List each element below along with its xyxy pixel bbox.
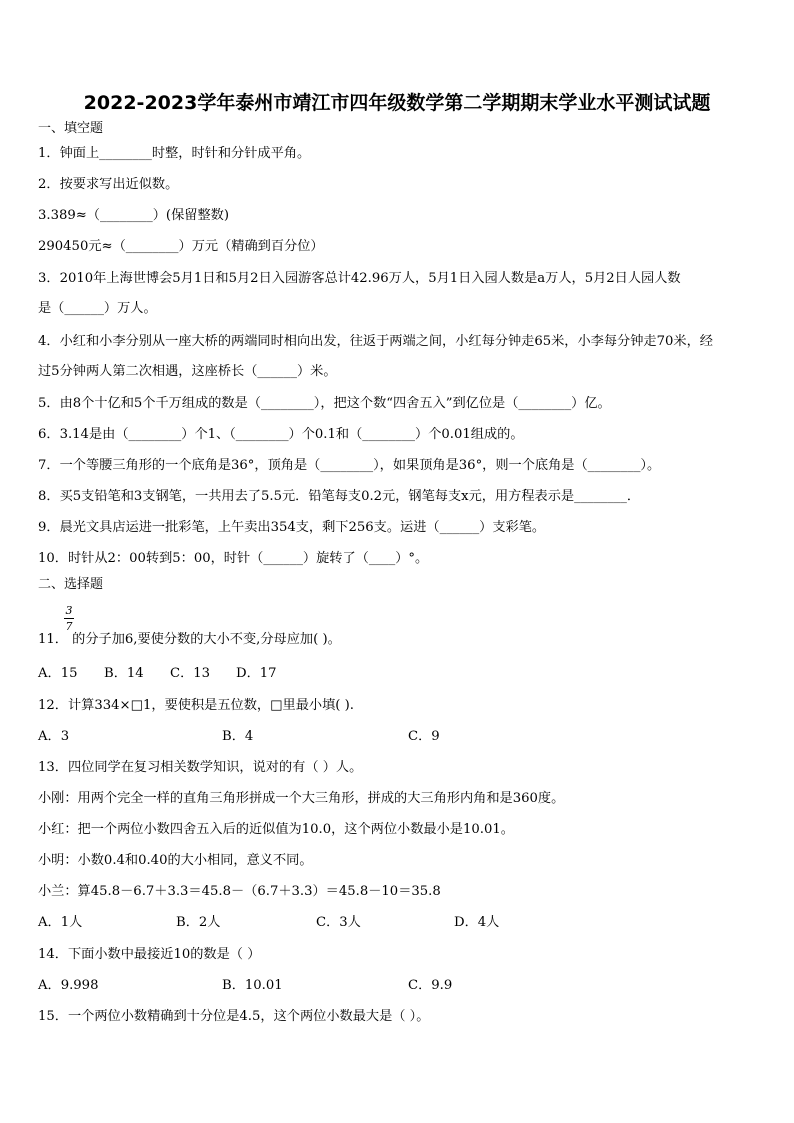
question-14: 14．下面小数中最接近10的数是（ ） bbox=[38, 947, 261, 962]
option-d: D．17 bbox=[236, 666, 277, 681]
section-choice-heading: 二、选择题 bbox=[38, 577, 104, 592]
question-12-options bbox=[38, 728, 762, 746]
option-a: A．9.998 bbox=[38, 978, 99, 993]
page-title: 2022-2023学年泰州市靖江市四年级数学第二学期期末学业水平测试试题 bbox=[83, 92, 711, 114]
question-11-options bbox=[38, 665, 762, 683]
option-c: C．9.9 bbox=[408, 978, 453, 993]
option-b: B．2人 bbox=[176, 915, 221, 930]
question-7: 7．一个等腰三角形的一个底角是36°，顶角是（________），如果顶角是36°，则一个底角是（________）。 bbox=[38, 458, 661, 473]
fraction-bar bbox=[64, 618, 74, 619]
question-13-statement-1: 小刚：用两个完全一样的直角三角形拼成一个大三角形，拼成的大三角形内角和是360度。 bbox=[38, 791, 565, 806]
question-13-statement-3: 小明：小数0.4和0.40的大小相同，意义不同。 bbox=[38, 853, 313, 868]
option-c: C．9 bbox=[408, 729, 440, 744]
question-9: 9．晨光文具店运进一批彩笔，上午卖出354支，剩下256支。运进（______）支彩笔。 bbox=[38, 520, 546, 535]
question-2: 2．按要求写出近似数。 bbox=[38, 177, 179, 192]
question-13-options bbox=[38, 914, 762, 932]
option-d: D．4人 bbox=[454, 915, 500, 930]
option-a: A．15 bbox=[38, 666, 78, 681]
fraction-numerator: 3 bbox=[65, 604, 73, 617]
option-b: B．4 bbox=[222, 729, 254, 744]
option-b: B．14 bbox=[104, 666, 144, 681]
question-10: 10．时针从2：00转到5：00，时针（______）旋转了（____）°。 bbox=[38, 551, 429, 566]
option-c: C．13 bbox=[170, 666, 211, 681]
question-13-statement-2: 小红：把一个两位小数四舍五入后的近似值为10.0，这个两位小数最小是10.01。 bbox=[38, 822, 514, 837]
question-2b: 290450元≈（________）万元（精确到百分位） bbox=[38, 239, 324, 254]
fraction-denominator: 7 bbox=[65, 620, 73, 633]
fraction-3-7 bbox=[63, 604, 75, 633]
question-4-line2: 过5分钟两人第二次相遇，这座桥长（______）米。 bbox=[38, 364, 337, 379]
question-2a: 3.389≈（________）(保留整数) bbox=[38, 208, 229, 223]
option-a: A．3 bbox=[38, 729, 70, 744]
question-15: 15．一个两位小数精确到十分位是4.5，这个两位小数最大是（ ）。 bbox=[38, 1009, 430, 1024]
question-3-line2: 是（______）万人。 bbox=[38, 301, 157, 316]
question-11: 11． 的分子加6,要使分数的大小不变,分母应加( )。 bbox=[38, 632, 341, 647]
question-13-statement-4: 小兰：算45.8－6.7＋3.3＝45.8－（6.7＋3.3）＝45.8－10＝35.8 bbox=[38, 884, 441, 899]
option-a: A．1人 bbox=[38, 915, 83, 930]
question-6: 6．3.14是由（________）个1、（________）个0.1和（________）个0.01组成的。 bbox=[38, 427, 524, 442]
question-1: 1．钟面上________时整，时针和分针成平角。 bbox=[38, 146, 311, 161]
option-c: C．3人 bbox=[316, 915, 361, 930]
question-12: 12．计算334×□1，要使积是五位数，□里最小填( ). bbox=[38, 698, 354, 713]
question-8: 8．买5支铅笔和3支钢笔，一共用去了5.5元．铅笔每支0.2元，钢笔每支x元，用方程表示是________． bbox=[38, 489, 641, 504]
section-fill-heading: 一、填空题 bbox=[38, 121, 104, 136]
option-b: B．10.01 bbox=[222, 978, 283, 993]
question-14-options bbox=[38, 977, 762, 995]
question-13: 13．四位同学在复习相关数学知识，说对的有（ ）人。 bbox=[38, 760, 363, 775]
question-3-line1: 3．2010年上海世博会5月1日和5月2日入园游客总计42.96万人，5月1日入园人数是a万人，5月2日人园人数 bbox=[38, 271, 681, 286]
question-4-line1: 4．小红和小李分别从一座大桥的两端同时相向出发，往返于两端之间，小红每分钟走65米，小李每分钟走70米，经 bbox=[38, 334, 713, 349]
question-5: 5．由8个十亿和5个千万组成的数是（________），把这个数“四舍五入”到亿位是（________）亿。 bbox=[38, 396, 611, 411]
